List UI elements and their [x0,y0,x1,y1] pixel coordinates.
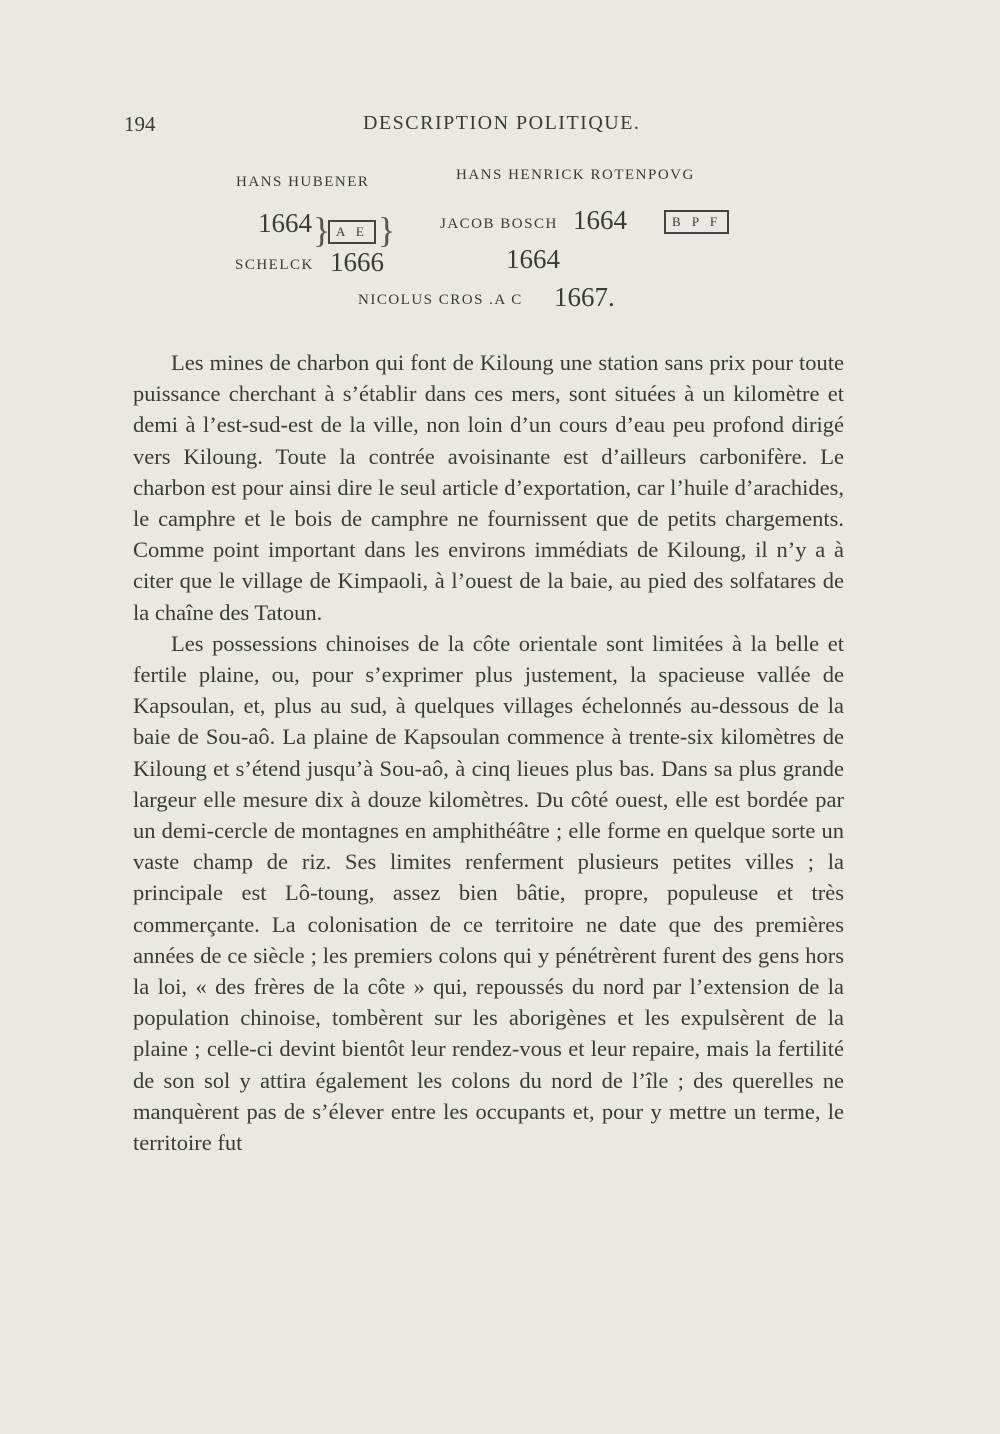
inscription-year-1664-c: 1664 [506,244,560,274]
inscription-name-hubener: HANS HUBENER [236,174,370,190]
inscription-box-bpf: B P F [664,210,729,234]
paragraph-1: Les mines de charbon qui font de Kiloung une station sans prix pour toute puissance cherchant à s’établir dans ces mers, sont situées à un kilomètre et demi à l’est-sud-est de la ville, non loin d’un cours d’eau peu profond dirigé vers Kiloung. Toute la contrée avoisinante est d’ailleurs carbonifère. Le charbon est pour ainsi dire le seul article d’exportation, car l’huile d’arachides, le camphre et le bois de camphre ne fournissent que de petits chargements. Comme point important dans les environs immédiats de Kiloung, il n’y a à citer que le village de Kimpaoli, à l’ouest de la baie, au pied des solfatares de la chaîne des Tatoun. [133,350,844,625]
inscription-jacob-bosch: JACOB BOSCH [440,216,558,232]
body-text [133,347,844,1158]
left-brace-symbol: } [313,210,331,250]
paragraph-2: Les possessions chinoises de la côte orientale sont limitées à la belle et fertile plaine, ou, pour s’exprimer plus justement, la spacieuse vallée de Kapsoulan, et, plus au sud, à quelques villages échelonnés au-dessous de la baie de Sou-aô. La plaine de Kapsoulan commence à trente-six kilomètres de Kiloung et s’étend jusqu’à Sou-aô, à cinq lieues plus bas. Dans sa plus grande largeur elle mesure dix à douze kilomètres. Du côté ouest, elle est bordée par un demi-cercle de montagnes en amphithéâtre ; elle forme en quelque sorte un vaste champ de riz. Ses limites renferment plusieurs petites villes ; la principale est Lô-toung, assez bien bâtie, propre, populeuse et très commerçante. La colonisation de ce territoire ne date que des premières années de ce siècle ; les premiers colons qui y pénétrèrent furent des gens hors la loi, « des frères de la côte » qui, repoussés du nord par l’extension de la population chinoise, tombèrent sur les aborigènes et les expulsèrent de la plaine ; celle-ci devint bientôt leur rendez-vous et leur repaire, mais la fertilité de son sol y attira également les colons du nord de l’île ; des querelles ne manquèrent pas de s’élever entre les occupants et, pour y mettre un terme, le territoire fut [133,630,844,1156]
inscription-year-1667: 1667. [554,282,615,312]
inscription-box-ae: A E [328,220,376,244]
right-brace-symbol: } [378,210,396,250]
inscription-year-1664-a: 1664 [258,208,312,238]
inscription-nicolus-cros: NICOLUS CROS .A C [358,292,523,308]
inscription-schelck: SCHELCK [235,257,314,273]
page-number: 194 [124,112,156,136]
running-title: DESCRIPTION POLITIQUE. [363,112,641,134]
inscription-name-rotenpovg: HANS HENRICK ROTENPOVG [456,167,695,183]
inscription-year-1666: 1666 [330,247,384,277]
inscription-year-1664-b: 1664 [573,205,627,235]
